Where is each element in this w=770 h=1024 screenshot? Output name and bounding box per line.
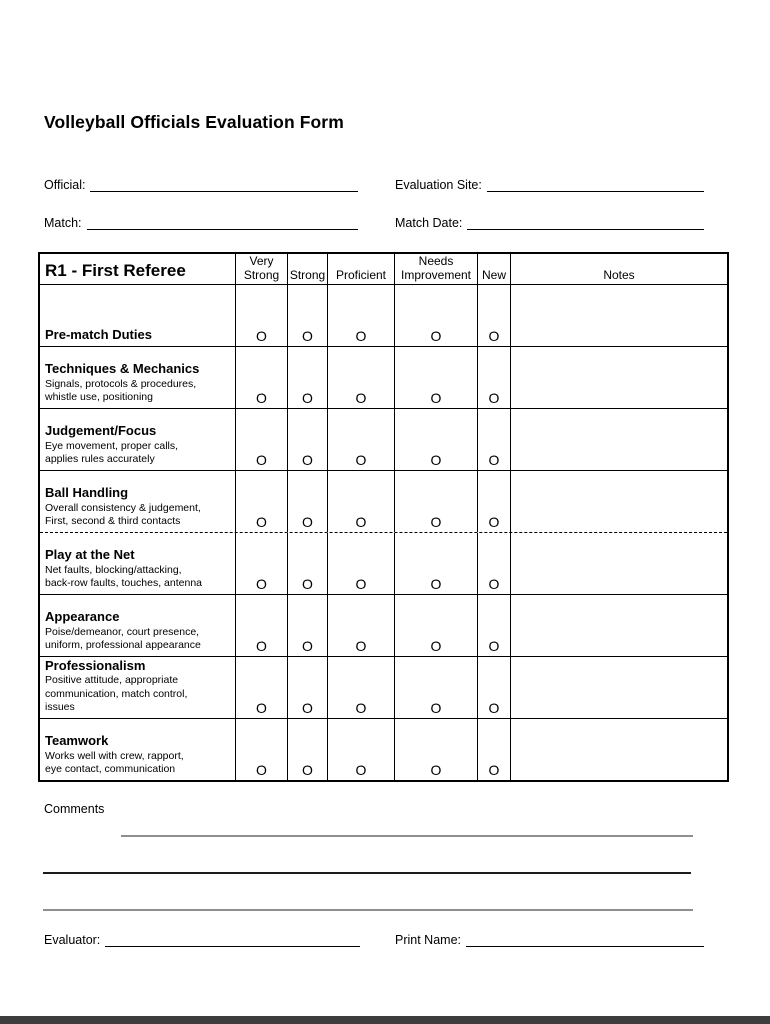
- rating-mark[interactable]: O: [302, 638, 313, 654]
- rating-cell-needs-improvement: [394, 285, 477, 346]
- rating-mark[interactable]: O: [488, 328, 500, 344]
- table-title: R1 - First Referee: [45, 261, 186, 280]
- rating-cell-very-strong: [235, 409, 287, 470]
- rating-mark[interactable]: O: [355, 328, 367, 344]
- rating-cell-strong: [287, 285, 327, 346]
- row-teamwork: [40, 718, 727, 780]
- notes-cell[interactable]: [510, 285, 727, 346]
- rating-cell-very-strong: [235, 595, 287, 656]
- notes-cell[interactable]: [510, 471, 727, 532]
- match-field: [44, 213, 358, 230]
- rating-mark[interactable]: O: [256, 762, 267, 778]
- rating-cell-new: [477, 595, 510, 656]
- evaluation-table: [38, 252, 729, 782]
- comments-line-2[interactable]: [43, 872, 691, 874]
- criterion-subtitle: First, second & third contacts: [45, 515, 181, 528]
- criterion-title: Techniques & Mechanics: [45, 361, 200, 377]
- row-appearance: [40, 594, 727, 656]
- rating-cell-proficient: [327, 533, 394, 594]
- criterion-subtitle: issues: [45, 701, 75, 714]
- criterion-cell: [40, 719, 235, 780]
- match-label: Match:: [44, 216, 82, 230]
- comments-line-1[interactable]: [121, 835, 693, 837]
- criterion-cell: [40, 409, 235, 470]
- rating-mark[interactable]: O: [488, 762, 500, 778]
- rating-cell-needs-improvement: [394, 471, 477, 532]
- rating-cell-very-strong: [235, 347, 287, 408]
- rating-cell-needs-improvement: [394, 347, 477, 408]
- evaluation-site-field: [395, 175, 704, 192]
- rating-mark[interactable]: O: [256, 452, 267, 468]
- match-date-label: Match Date:: [395, 216, 463, 230]
- rating-mark[interactable]: O: [355, 576, 367, 592]
- rating-mark[interactable]: O: [302, 762, 313, 778]
- evaluator-label: Evaluator:: [44, 933, 101, 947]
- rating-mark[interactable]: O: [355, 390, 367, 406]
- rating-mark[interactable]: O: [256, 514, 267, 530]
- notes-cell[interactable]: [510, 347, 727, 408]
- criterion-subtitle: Positive attitude, appropriate: [45, 674, 179, 687]
- rating-cell-very-strong: [235, 285, 287, 346]
- notes-cell[interactable]: [510, 409, 727, 470]
- rating-mark[interactable]: O: [256, 576, 267, 592]
- criterion-cell: [40, 657, 235, 718]
- criterion-subtitle: Net faults, blocking/attacking,: [45, 563, 182, 576]
- page-bottom-edge: [0, 1016, 770, 1024]
- rating-cell-very-strong: [235, 719, 287, 780]
- criterion-subtitle: Poise/demeanor, court presence,: [45, 625, 200, 638]
- criterion-subtitle: whistle use, positioning: [45, 391, 153, 404]
- rating-cell-needs-improvement: [394, 595, 477, 656]
- rating-cell-new: [477, 285, 510, 346]
- criterion-cell: [40, 533, 235, 594]
- rating-cell-proficient: [327, 285, 394, 346]
- col-header-strong: Strong: [287, 254, 327, 284]
- criterion-title: Appearance: [45, 609, 120, 625]
- rating-cell-new: [477, 657, 510, 718]
- rating-mark[interactable]: O: [302, 328, 313, 344]
- criterion-subtitle: uniform, professional appearance: [45, 639, 201, 652]
- notes-cell[interactable]: [510, 719, 727, 780]
- rating-cell-needs-improvement: [394, 657, 477, 718]
- evaluation-site-input-line[interactable]: [487, 178, 704, 192]
- criterion-subtitle: Overall consistency & judgement,: [45, 501, 201, 514]
- criterion-cell: [40, 471, 235, 532]
- official-input-line[interactable]: [90, 178, 358, 192]
- rating-cell-needs-improvement: [394, 719, 477, 780]
- rating-cell-strong: [287, 719, 327, 780]
- criterion-subtitle: applies rules accurately: [45, 453, 155, 466]
- rating-mark[interactable]: O: [302, 514, 313, 530]
- col-header-new: New: [477, 254, 510, 284]
- notes-cell[interactable]: [510, 533, 727, 594]
- row-ball-handling: [40, 470, 727, 532]
- rating-cell-proficient: [327, 719, 394, 780]
- criterion-cell: [40, 595, 235, 656]
- rating-mark[interactable]: O: [256, 700, 267, 716]
- row-pre-match-duties: [40, 284, 727, 346]
- comments-label: Comments: [44, 802, 105, 816]
- criterion-subtitle: eye contact, communication: [45, 763, 176, 776]
- rating-cell-proficient: [327, 471, 394, 532]
- rating-cell-very-strong: [235, 657, 287, 718]
- rating-mark[interactable]: O: [488, 700, 500, 716]
- criterion-subtitle: Signals, protocols & procedures,: [45, 377, 197, 390]
- rating-cell-new: [477, 719, 510, 780]
- rating-mark[interactable]: O: [256, 390, 267, 406]
- row-professionalism: [40, 656, 727, 718]
- table-header-row: [40, 254, 727, 284]
- col-header-very-strong: Very Strong: [235, 254, 287, 284]
- rating-cell-proficient: [327, 409, 394, 470]
- rating-mark[interactable]: O: [355, 762, 367, 778]
- criterion-title: Teamwork: [45, 733, 109, 749]
- row-techniques-mechanics: [40, 346, 727, 408]
- match-date-field: [395, 213, 704, 230]
- rating-mark[interactable]: O: [430, 576, 442, 592]
- rating-mark[interactable]: O: [430, 762, 442, 778]
- criterion-title: Judgement/Focus: [45, 423, 157, 439]
- col-header-notes: Notes: [510, 254, 727, 284]
- rating-mark[interactable]: O: [430, 700, 442, 716]
- rating-cell-proficient: [327, 347, 394, 408]
- comments-line-3[interactable]: [43, 909, 693, 911]
- rating-cell-new: [477, 409, 510, 470]
- official-field: [44, 175, 358, 192]
- rating-cell-new: [477, 347, 510, 408]
- criterion-cell: [40, 347, 235, 408]
- evaluator-input-line[interactable]: [105, 933, 360, 947]
- col-header-needs-improvement: Needs Improvement: [394, 254, 477, 284]
- rating-mark[interactable]: O: [355, 700, 367, 716]
- rating-cell-proficient: [327, 595, 394, 656]
- rating-mark[interactable]: O: [355, 514, 367, 530]
- criterion-title: Ball Handling: [45, 485, 129, 501]
- rating-cell-proficient: [327, 657, 394, 718]
- criterion-title: Play at the Net: [45, 547, 135, 563]
- criterion-cell: [40, 285, 235, 346]
- rating-cell-very-strong: [235, 471, 287, 532]
- criterion-subtitle: back-row faults, touches, antenna: [45, 577, 203, 590]
- evaluation-site-label: Evaluation Site:: [395, 178, 482, 192]
- official-label: Official:: [44, 178, 86, 192]
- row-play-at-the-net: [40, 532, 727, 594]
- rating-mark[interactable]: O: [302, 390, 313, 406]
- rating-mark[interactable]: O: [355, 638, 367, 654]
- criterion-title: Professionalism: [45, 657, 146, 673]
- rating-mark[interactable]: O: [430, 390, 442, 406]
- rating-mark[interactable]: O: [488, 452, 500, 468]
- rating-mark[interactable]: O: [488, 514, 500, 530]
- match-date-input-line[interactable]: [467, 216, 704, 230]
- print-name-field: [395, 930, 704, 947]
- rating-mark[interactable]: O: [488, 390, 500, 406]
- criterion-subtitle: Eye movement, proper calls,: [45, 439, 179, 452]
- rating-mark[interactable]: O: [302, 576, 313, 592]
- rating-cell-needs-improvement: [394, 533, 477, 594]
- rating-cell-new: [477, 533, 510, 594]
- rating-cell-new: [477, 471, 510, 532]
- match-input-line[interactable]: [87, 216, 358, 230]
- criterion-title: Pre-match Duties: [45, 326, 152, 342]
- rating-mark[interactable]: O: [302, 452, 313, 468]
- col-header-proficient: Proficient: [327, 254, 394, 284]
- notes-cell[interactable]: [510, 595, 727, 656]
- rating-mark[interactable]: O: [355, 452, 367, 468]
- rating-cell-needs-improvement: [394, 409, 477, 470]
- criterion-subtitle: communication, match control,: [45, 687, 188, 700]
- rating-cell-very-strong: [235, 533, 287, 594]
- rating-cell-strong: [287, 595, 327, 656]
- rating-mark[interactable]: O: [488, 576, 500, 592]
- rating-mark[interactable]: O: [256, 328, 267, 344]
- print-name-label: Print Name:: [395, 933, 461, 947]
- rating-cell-strong: [287, 471, 327, 532]
- rating-mark[interactable]: O: [256, 638, 267, 654]
- rating-mark[interactable]: O: [430, 452, 442, 468]
- row-judgement-focus: [40, 408, 727, 470]
- rating-mark[interactable]: O: [430, 328, 442, 344]
- notes-cell[interactable]: [510, 657, 727, 718]
- evaluator-field: [44, 930, 360, 947]
- rating-mark[interactable]: O: [430, 638, 442, 654]
- rating-cell-strong: [287, 657, 327, 718]
- rating-mark[interactable]: O: [430, 514, 442, 530]
- rating-cell-strong: [287, 347, 327, 408]
- rating-cell-strong: [287, 533, 327, 594]
- rating-mark[interactable]: O: [488, 638, 500, 654]
- print-name-input-line[interactable]: [466, 933, 704, 947]
- rating-mark[interactable]: O: [302, 700, 313, 716]
- rating-cell-strong: [287, 409, 327, 470]
- form-title: Volleyball Officials Evaluation Form: [44, 112, 344, 132]
- criterion-subtitle: Works well with crew, rapport,: [45, 749, 184, 762]
